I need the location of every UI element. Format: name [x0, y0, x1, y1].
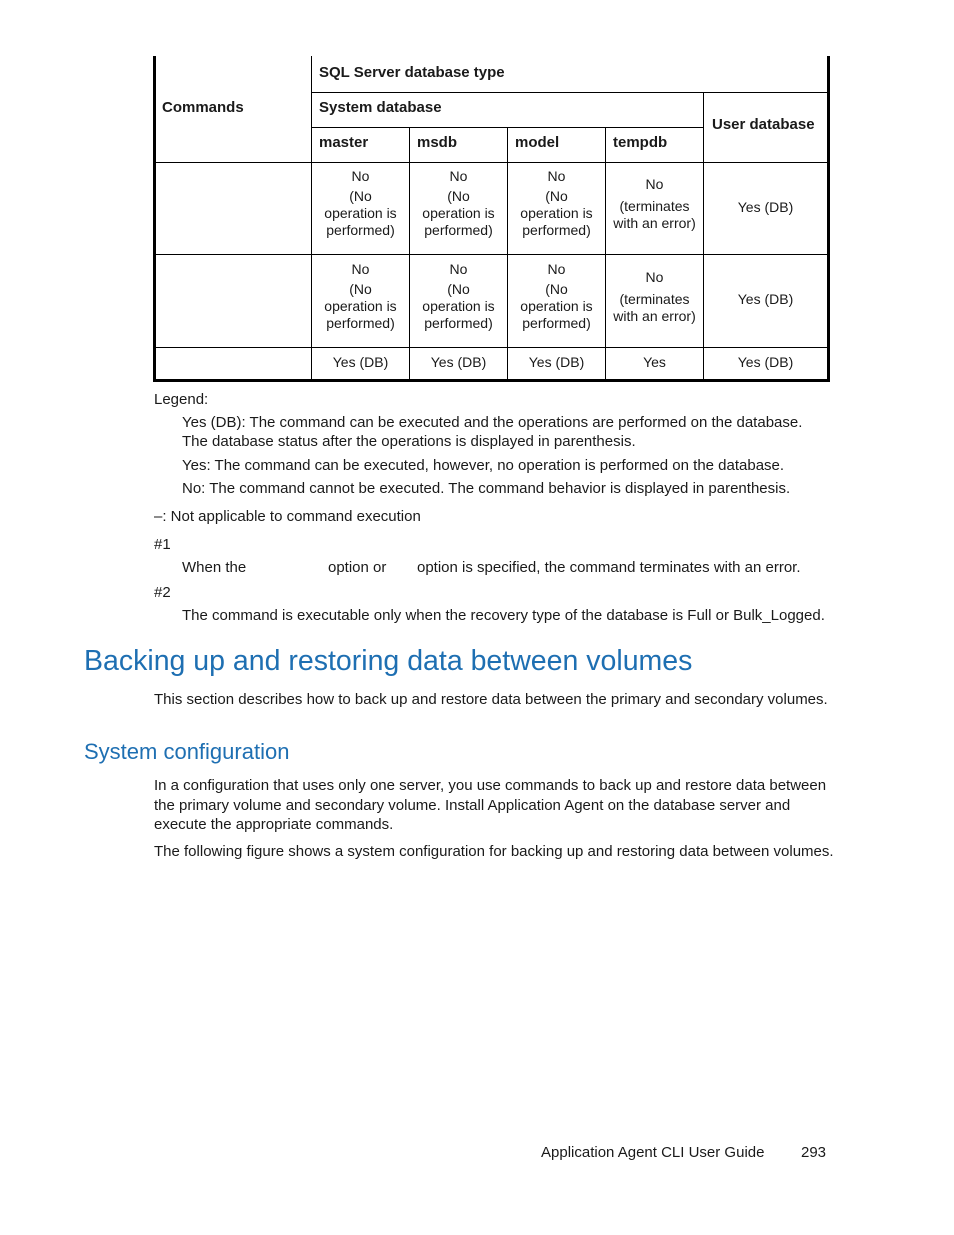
cell-detail: with an error) — [613, 215, 696, 231]
table-cell: Yes (DB) — [528, 354, 585, 370]
table-cell: Yes — [643, 354, 666, 370]
table-divider — [153, 162, 830, 163]
cell-detail: (No — [545, 188, 568, 204]
cell-main: No — [645, 176, 664, 192]
header-commands: Commands — [162, 99, 244, 116]
note-1-label: #1 — [154, 536, 171, 553]
header-system-database: System database — [319, 99, 442, 116]
table-cell — [312, 168, 409, 239]
table-cell — [606, 269, 703, 325]
note-2-label: #2 — [154, 584, 171, 601]
note-1-text-b: option or — [328, 559, 387, 576]
footer-guide-title: Application Agent CLI User Guide — [541, 1144, 765, 1161]
legend-yes: Yes: The command can be executed, however, no operation is performed on the database. — [182, 457, 785, 474]
cell-main: No — [645, 269, 664, 285]
section-title: Backing up and restoring data between volumes — [84, 645, 693, 677]
cell-detail: (No — [447, 188, 470, 204]
table-cell — [410, 168, 507, 239]
subsection-title: System configuration — [84, 739, 290, 764]
table-divider — [311, 92, 829, 93]
cell-detail: performed) — [326, 222, 395, 238]
table-border-bottom — [153, 379, 830, 382]
table-cell — [508, 261, 605, 332]
cell-detail: (terminates — [619, 291, 690, 307]
cell-detail: (No — [545, 281, 568, 297]
cell-detail: operation is — [422, 205, 495, 221]
cell-main: No — [547, 168, 566, 184]
table-divider — [703, 92, 704, 381]
table-border-right — [827, 56, 830, 382]
cell-detail: (No — [447, 281, 470, 297]
cell-detail: (No — [349, 281, 372, 297]
note-1-text-c: option is specified, the command terminates with an error. — [417, 559, 801, 576]
cell-detail: performed) — [424, 222, 493, 238]
subsection-paragraph-1: In a configuration that uses only one server, you use commands to back up and restore data between the primary volume and secondary volume. Install Application Agent on the database server and execute the appropriate commands. — [154, 777, 827, 833]
cell-detail: performed) — [522, 222, 591, 238]
section-intro: This section describes how to back up and restore data between the primary and secondary volumes. — [154, 691, 828, 708]
cell-main: No — [547, 261, 566, 277]
legend-title: Legend: — [154, 391, 209, 408]
cell-detail: performed) — [326, 315, 395, 331]
cell-detail: performed) — [522, 315, 591, 331]
table-cell-user: Yes (DB) — [737, 354, 794, 370]
legend-not-applicable: –: Not applicable to command execution — [154, 508, 421, 525]
cell-detail: operation is — [422, 298, 495, 314]
cell-main: No — [449, 168, 468, 184]
header-col-master: master — [319, 134, 369, 151]
cell-detail: operation is — [324, 205, 397, 221]
header-user-database: User database — [712, 116, 815, 133]
table-cell: Yes (DB) — [332, 354, 389, 370]
cell-detail: (No — [349, 188, 372, 204]
table-divider — [153, 254, 830, 255]
cell-detail: operation is — [324, 298, 397, 314]
table-border-left — [153, 56, 156, 382]
cell-detail: (terminates — [619, 198, 690, 214]
note-1-text-a: When the — [182, 559, 247, 576]
table-divider — [153, 347, 830, 348]
header-col-tempdb: tempdb — [613, 134, 668, 151]
legend-yes-db: Yes (DB): The command can be executed and the operations are performed on the database. — [182, 414, 803, 431]
cell-detail: with an error) — [613, 308, 696, 324]
legend-yes-db-cont: The database status after the operations is displayed in parenthesis. — [182, 433, 636, 450]
page-number: 293 — [801, 1144, 827, 1161]
compatibility-table — [153, 56, 830, 382]
table-cell — [410, 261, 507, 332]
table-cell — [606, 176, 703, 232]
legend-no: No: The command cannot be executed. The command behavior is displayed in parenthesis. — [182, 480, 791, 497]
table-cell — [312, 261, 409, 332]
note-2-text: The command is executable only when the recovery type of the database is Full or Bulk_Logged. — [182, 607, 825, 624]
subsection-paragraph-2: The following figure shows a system configuration for backing up and restoring data between volumes. — [154, 843, 834, 860]
cell-detail: performed) — [424, 315, 493, 331]
cell-main: No — [351, 261, 370, 277]
table-cell: Yes (DB) — [430, 354, 487, 370]
table-cell-user: Yes (DB) — [737, 199, 794, 215]
table-cell-user: Yes (DB) — [737, 291, 794, 307]
cell-main: No — [449, 261, 468, 277]
header-col-model: model — [515, 134, 560, 151]
table-divider — [311, 127, 704, 128]
table-cell — [508, 168, 605, 239]
header-sql-server-type: SQL Server database type — [319, 64, 505, 81]
cell-detail: operation is — [520, 205, 593, 221]
cell-detail: operation is — [520, 298, 593, 314]
header-col-msdb: msdb — [417, 134, 458, 151]
cell-main: No — [351, 168, 370, 184]
